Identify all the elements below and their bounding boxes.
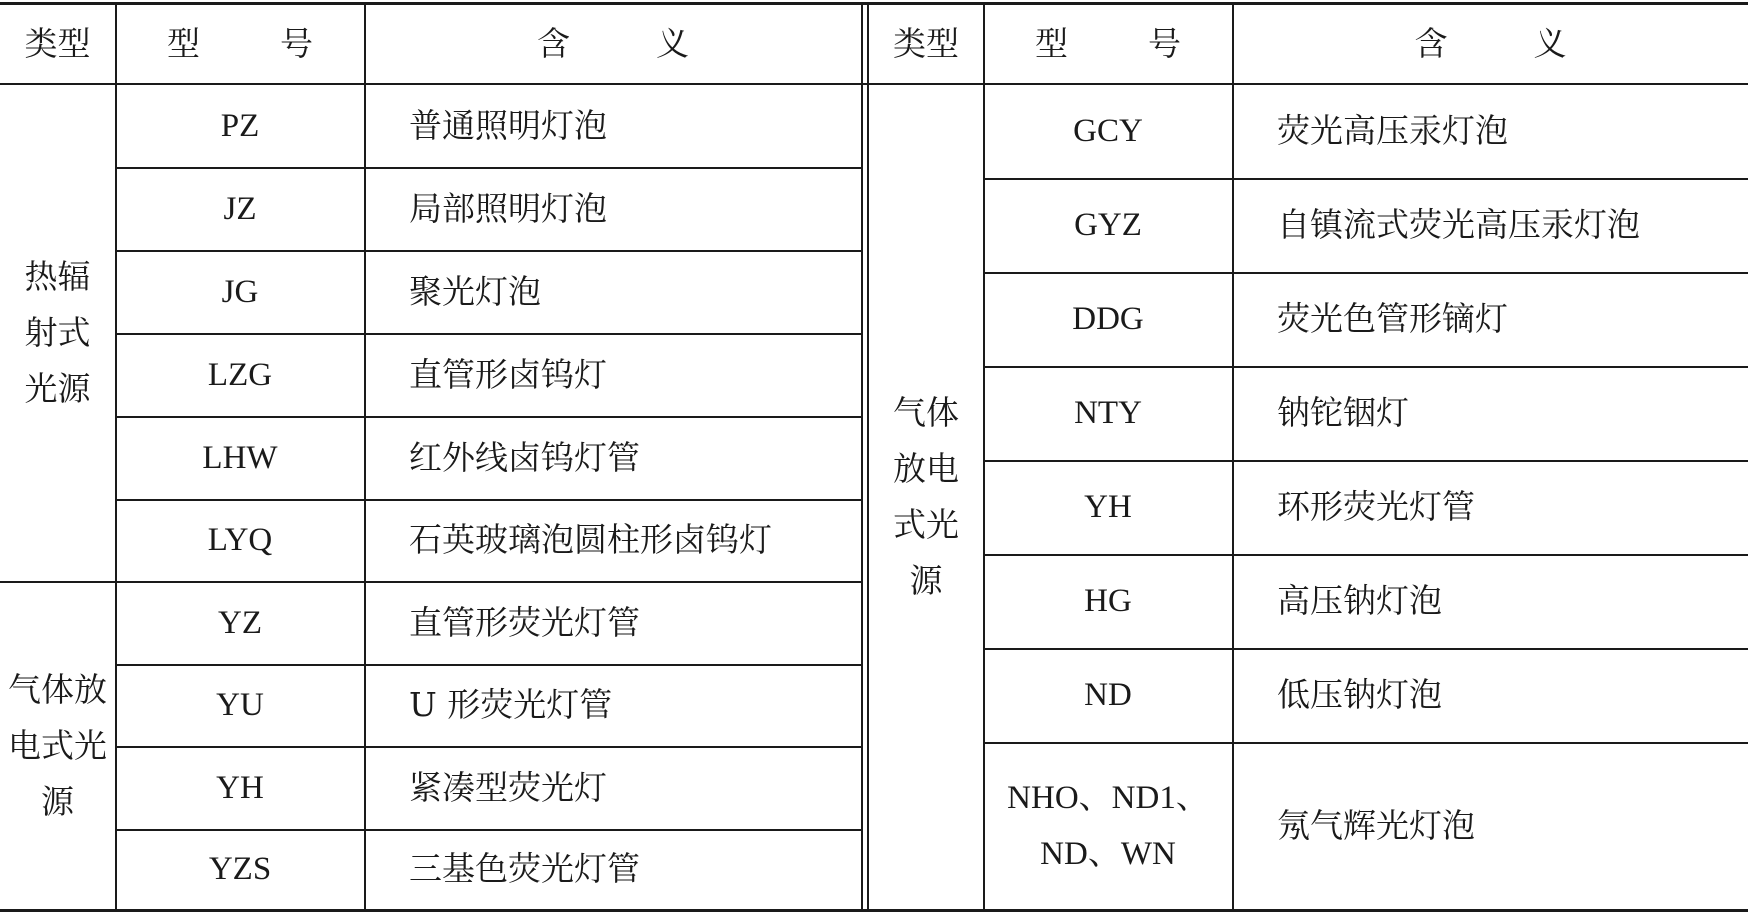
- model-cell: [984, 367, 1232, 460]
- meaning-text: U 形荧光灯管: [409, 685, 613, 725]
- meaning-text: 低压钠灯泡: [1277, 675, 1442, 715]
- header-model-text: 型号: [1035, 23, 1261, 63]
- header-meaning-left: [365, 5, 861, 83]
- model-cell: [116, 500, 364, 581]
- model-text: JZ: [223, 190, 257, 227]
- model-text: LYQ: [207, 522, 273, 559]
- block-divider-a: [861, 3, 863, 911]
- model-text: GYZ: [1074, 207, 1142, 244]
- model-cell: [984, 649, 1232, 742]
- meaning-cell: [365, 500, 861, 581]
- model-text: JG: [221, 273, 259, 310]
- header-model-text: 型号: [167, 23, 393, 63]
- meaning-cell: [365, 830, 861, 909]
- meaning-cell: [365, 251, 861, 333]
- meaning-cell: [365, 583, 861, 664]
- header-type-text: 类型: [24, 23, 91, 63]
- model-cell: [116, 747, 364, 829]
- header-meaning-text: 含义: [537, 23, 775, 63]
- model-text: PZ: [220, 107, 260, 144]
- model-text: GCY: [1073, 113, 1143, 150]
- model-cell: [984, 555, 1232, 648]
- type-label-thermal: 热辐射式光源: [24, 256, 91, 409]
- meaning-cell: [1233, 555, 1748, 648]
- meaning-cell: [1233, 461, 1748, 554]
- meaning-text: 紧凑型荧光灯: [409, 767, 607, 807]
- header-meaning-right: [1233, 5, 1748, 83]
- model-cell: [116, 417, 364, 499]
- meaning-cell: [1233, 179, 1748, 272]
- table-bottom-border: [0, 909, 1748, 912]
- model-text: ND: [1084, 677, 1132, 714]
- meaning-text: 自镇流式荧光高压汞灯泡: [1277, 205, 1640, 245]
- model-text: NHO、ND1、ND、WN: [1007, 779, 1209, 872]
- meaning-cell: [1233, 273, 1748, 366]
- type-cell-gas-discharge-left: [0, 583, 115, 909]
- meaning-cell: [365, 747, 861, 829]
- model-text: NTY: [1074, 395, 1142, 432]
- model-text: YU: [216, 687, 264, 724]
- meaning-cell: [365, 168, 861, 250]
- model-cell: [984, 179, 1232, 272]
- model-cell: [116, 665, 364, 746]
- meaning-text: 普通照明灯泡: [409, 105, 607, 145]
- meaning-cell: [365, 334, 861, 416]
- model-cell: [116, 85, 364, 167]
- header-model-left: [116, 5, 393, 83]
- header-meaning-text: 含义: [1414, 23, 1653, 63]
- model-cell: [116, 830, 364, 909]
- model-cell: [984, 85, 1232, 178]
- meaning-text: 红外线卤钨灯管: [409, 437, 640, 477]
- header-type-left: [0, 5, 115, 83]
- meaning-text: 荧光高压汞灯泡: [1277, 111, 1508, 151]
- meaning-cell: [1233, 85, 1748, 178]
- model-cell: [116, 251, 364, 333]
- type-cell-thermal: [0, 85, 115, 581]
- type-label-gas-discharge-right: 气体放电式光源: [893, 392, 959, 601]
- model-text: LZG: [207, 356, 273, 393]
- meaning-cell: [365, 665, 861, 746]
- model-text: HG: [1084, 583, 1132, 620]
- meaning-text: 钠铊铟灯: [1277, 393, 1409, 433]
- type-cell-gas-discharge-right: [869, 85, 983, 909]
- meaning-text: 局部照明灯泡: [409, 188, 607, 228]
- meaning-text: 直管形卤钨灯: [409, 354, 607, 394]
- model-cell: [116, 334, 364, 416]
- meaning-text: 三基色荧光灯管: [409, 849, 640, 889]
- meaning-text: 环形荧光灯管: [1277, 487, 1475, 527]
- meaning-text: 荧光色管形镝灯: [1277, 299, 1508, 339]
- model-text: YH: [216, 769, 264, 806]
- model-text: YZ: [218, 605, 262, 642]
- meaning-cell: [365, 417, 861, 499]
- model-cell: [116, 168, 364, 250]
- model-text: DDG: [1072, 301, 1144, 338]
- model-cell: [984, 461, 1232, 554]
- model-cell: [116, 583, 364, 664]
- type-label-gas-discharge-left: 气体放电式光源: [8, 669, 107, 822]
- meaning-text: 高压钠灯泡: [1277, 581, 1442, 621]
- model-cell: [984, 273, 1232, 366]
- model-text: LHW: [202, 439, 278, 476]
- meaning-cell: [365, 85, 861, 167]
- model-text: YH: [1084, 489, 1132, 526]
- model-text: YZS: [208, 851, 272, 888]
- meaning-text: 聚光灯泡: [409, 271, 541, 311]
- header-type-text: 类型: [893, 23, 959, 63]
- meaning-cell: [1233, 649, 1748, 742]
- meaning-text: 直管形荧光灯管: [409, 603, 640, 643]
- model-cell: [984, 743, 1232, 909]
- meaning-cell: [1233, 743, 1748, 909]
- header-type-right: [869, 5, 983, 83]
- header-model-right: [984, 5, 1261, 83]
- meaning-text: 氖气辉光灯泡: [1277, 805, 1475, 845]
- meaning-cell: [1233, 367, 1748, 460]
- meaning-text: 石英玻璃泡圆柱形卤钨灯: [409, 520, 772, 560]
